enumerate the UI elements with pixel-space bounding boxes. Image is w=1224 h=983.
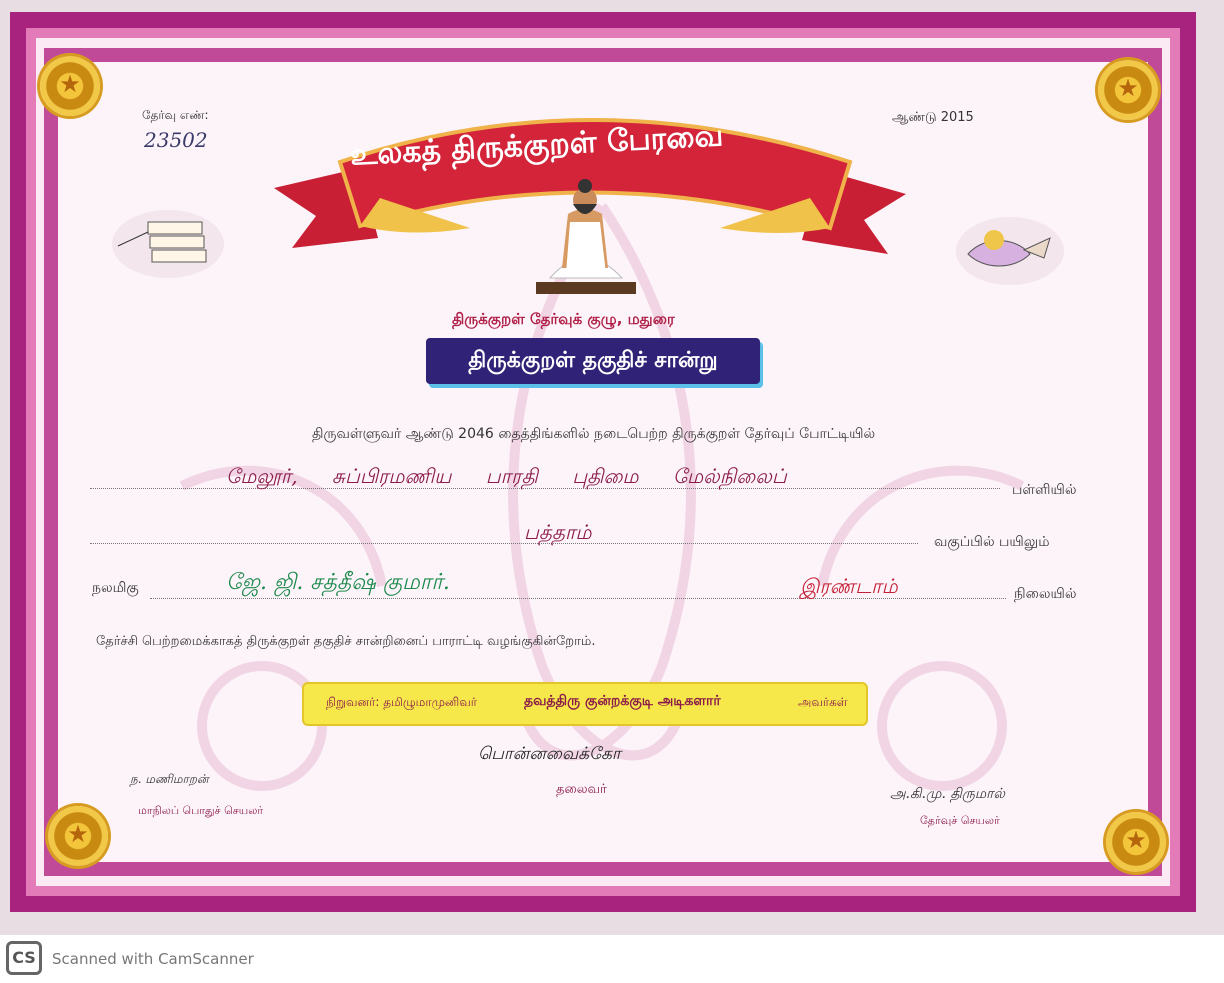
right-signature-role: தேர்வுச் செயலர் bbox=[920, 814, 1000, 827]
corner-medal-icon: ★ bbox=[48, 806, 108, 866]
founder-suffix: அவர்கள் bbox=[798, 695, 848, 709]
student-name-handwritten: ஜே. ஜி. சத்தீஷ் குமார். bbox=[226, 570, 450, 595]
class-dotted-line bbox=[90, 543, 918, 544]
left-signature: ந. மணிமாறன் bbox=[130, 772, 209, 786]
school-suffix: பள்ளியில் bbox=[1012, 482, 1077, 498]
center-signature: பொன்னவைக்கோ bbox=[478, 744, 621, 764]
thiruvalluvar-figure-icon bbox=[530, 178, 640, 302]
right-signature: அ.கி.மு. திருமால் bbox=[890, 786, 1006, 802]
scanner-text: Scanned with CamScanner bbox=[52, 950, 254, 968]
camscanner-logo: CS bbox=[6, 941, 42, 975]
body-line-1: திருவள்ளுவர் ஆண்டு 2046 தைத்திங்களில் நடைபெற்ற திருக்குறள் தேர்வுப் போட்டியில் bbox=[312, 426, 876, 442]
corner-medal-icon: ★ bbox=[1106, 812, 1166, 872]
banner-title: உலகத் திருக்குறள் பேரவை bbox=[349, 118, 725, 173]
left-signature-role: மாநிலப் பொதுச் செயலர் bbox=[138, 804, 264, 817]
corner-medal-icon: ★ bbox=[1098, 60, 1158, 120]
class-handwritten: பத்தாம் bbox=[524, 520, 592, 544]
class-suffix: வகுப்பில் பயிலும் bbox=[934, 534, 1050, 550]
certificate-title: திருக்குறள் தகுதிச் சான்று bbox=[468, 348, 718, 373]
certificate-title-box bbox=[426, 338, 760, 384]
founder-label: நிறுவனர்: தமிழுமாமுனிவர் bbox=[326, 695, 478, 709]
level-handwritten: இரண்டாம் bbox=[800, 574, 898, 598]
founder-box bbox=[302, 682, 868, 726]
scanner-footer bbox=[0, 935, 1224, 983]
exam-committee: திருக்குறள் தேர்வுக் குழு, மதுரை bbox=[452, 310, 675, 328]
school-name-handwritten: மேலூர், சுப்பிரமணிய பாரதி புதிமை மேல்நிலைப் bbox=[226, 464, 787, 488]
founder-name: தவத்திரு குன்றக்குடி அடிகளார் bbox=[524, 693, 721, 709]
level-suffix: நிலையில் bbox=[1014, 586, 1077, 602]
year-label: ஆண்டு 2015 bbox=[892, 110, 974, 125]
exam-number-value: 23502 bbox=[144, 128, 208, 152]
exam-number-label: தேர்வு எண்: bbox=[142, 108, 209, 122]
closing-line: தேர்ச்சி பெற்றமைக்காகத் திருக்குறள் தகுதிச் சான்றினைப் பாராட்டி வழங்குகின்றோம். bbox=[96, 634, 596, 649]
corner-medal-icon: ★ bbox=[40, 56, 100, 116]
name-prefix: நலமிகு bbox=[92, 580, 139, 596]
center-signature-role: தலைவர் bbox=[556, 782, 607, 797]
palm-leaf-scroll-icon bbox=[108, 206, 226, 282]
fish-emblem-icon bbox=[954, 214, 1066, 288]
